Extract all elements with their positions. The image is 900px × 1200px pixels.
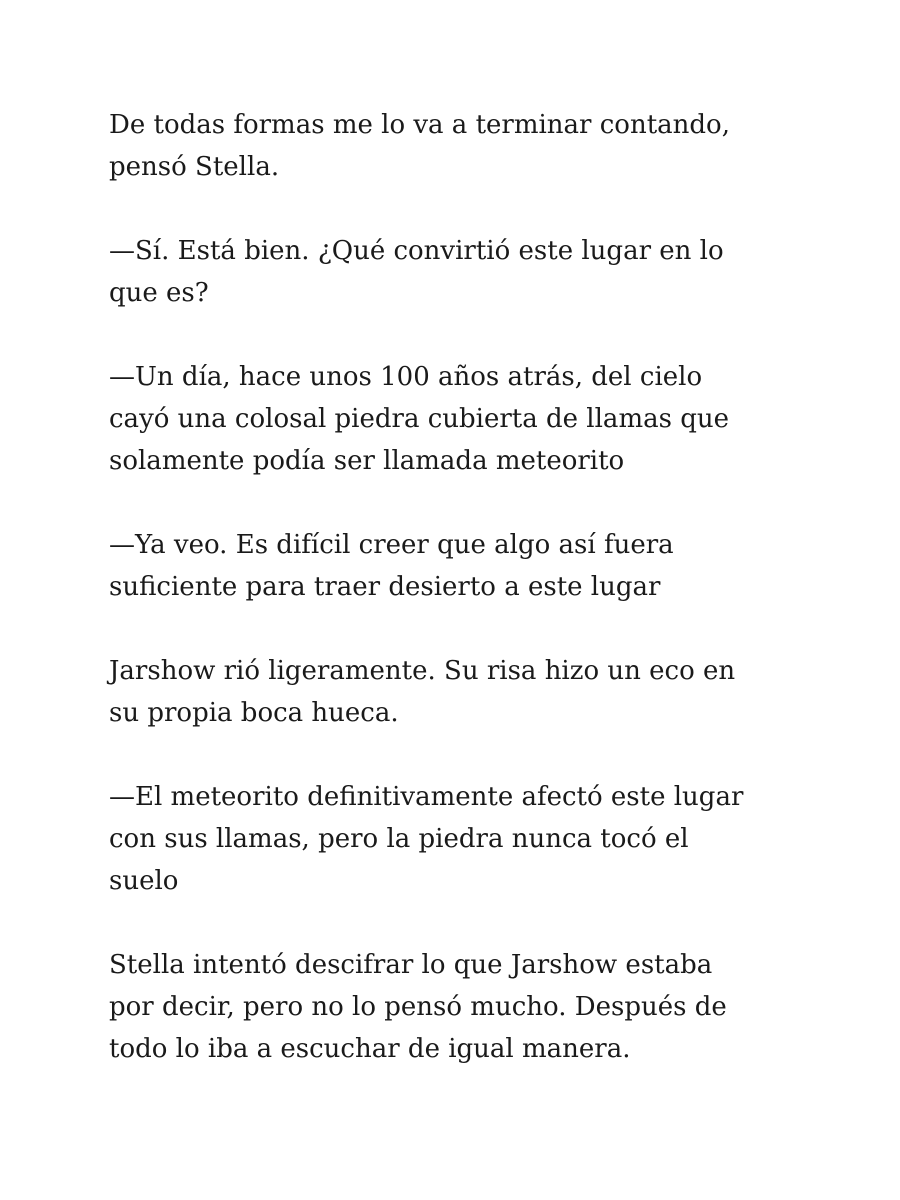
paragraph-line: que es? bbox=[109, 278, 209, 308]
paragraph-line: su propia boca hueca. bbox=[109, 698, 399, 728]
paragraph-line: todo lo iba a escuchar de igual manera. bbox=[109, 1034, 631, 1064]
paragraph-line: con sus llamas, pero la piedra nunca tocó el bbox=[109, 824, 689, 854]
paragraph-line: suficiente para traer desierto a este lugar bbox=[109, 572, 661, 602]
paragraph-line: Stella intentó descifrar lo que Jarshow estaba bbox=[109, 950, 713, 980]
paragraph-3 bbox=[109, 356, 809, 482]
paragraph-line: —El meteorito definitivamente afectó este lugar bbox=[109, 782, 744, 812]
paragraph-5 bbox=[109, 650, 809, 734]
paragraph-line: De todas formas me lo va a terminar contando, bbox=[109, 110, 730, 140]
paragraph-line: pensó Stella. bbox=[109, 152, 280, 182]
paragraph-line: suelo bbox=[109, 866, 179, 896]
story-text bbox=[109, 104, 809, 1112]
paragraph-2 bbox=[109, 230, 809, 314]
paragraph-4 bbox=[109, 524, 809, 608]
paragraph-1 bbox=[109, 104, 809, 188]
paragraph-line: —Un día, hace unos 100 años atrás, del cielo bbox=[109, 362, 703, 392]
paragraph-line: por decir, pero no lo pensó mucho. Después de bbox=[109, 992, 727, 1022]
paragraph-line: —Sí. Está bien. ¿Qué convirtió este lugar en lo bbox=[109, 236, 724, 266]
paragraph-line: cayó una colosal piedra cubierta de llamas que bbox=[109, 404, 729, 434]
paragraph-6 bbox=[109, 776, 809, 902]
paragraph-line: solamente podía ser llamada meteorito bbox=[109, 446, 625, 476]
paragraph-line: Jarshow rió ligeramente. Su risa hizo un eco en bbox=[109, 656, 736, 686]
paragraph-line: —Ya veo. Es difícil creer que algo así fuera bbox=[109, 530, 674, 560]
paragraph-7 bbox=[109, 944, 809, 1070]
